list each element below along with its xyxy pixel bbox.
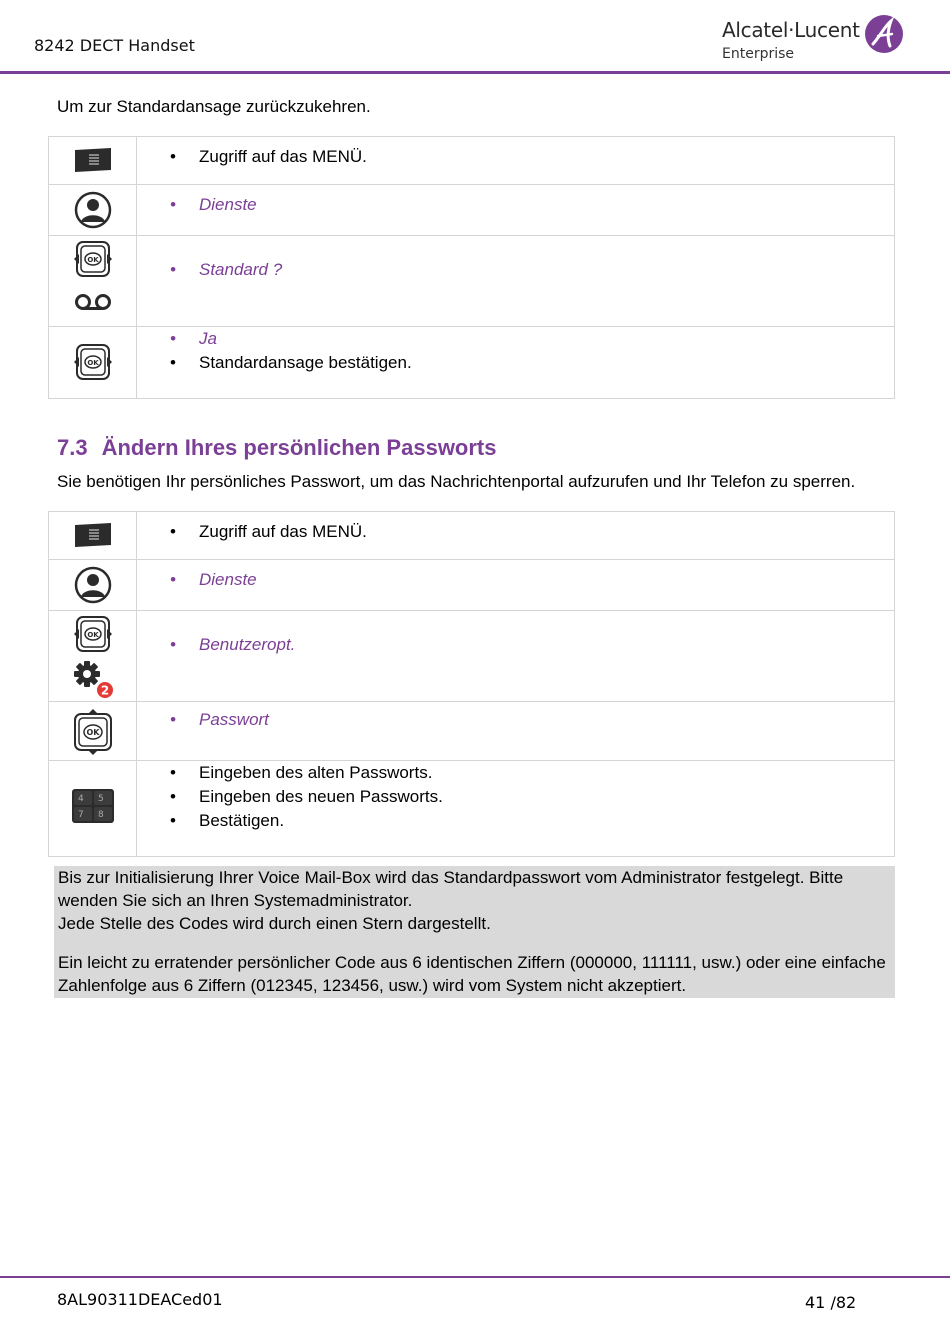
keypad-digit: 8 (97, 810, 104, 820)
ok-nav-left-right-icon (73, 343, 113, 381)
table-row (49, 702, 895, 761)
intro-paragraph: Um zur Standardansage zurückzukehren. (57, 97, 371, 116)
ok-nav-up-down-icon (72, 708, 114, 756)
gear-badge-count: 2 (100, 683, 109, 698)
table-row (49, 560, 895, 611)
document-id: 8AL90311DEACed01 (57, 1290, 223, 1309)
svg-text:OK: OK (86, 359, 99, 367)
menu-option-dienste: • Dienste (199, 193, 894, 217)
table-row (49, 512, 895, 560)
svg-text:OK: OK (86, 631, 99, 639)
table-row (49, 236, 895, 327)
section-heading (57, 435, 497, 461)
menu-option-standard: • Standard ? (199, 258, 894, 282)
table-row (49, 137, 895, 185)
note-line: Ein leicht zu erratender persönlicher Code aus 6 identischen Ziffern (000000, 111111, usw.) oder eine einfache Zahlenfolge aus 6 Ziffern (012345, 123456, usw.) wird vom System nicht akzeptiert. (58, 953, 886, 995)
steps-table-standard-greeting (48, 136, 895, 399)
menu-option-passwort: • Passwort (199, 708, 894, 732)
logo-emblem-icon (864, 14, 904, 54)
table-row (49, 185, 895, 236)
voicemail-icon (74, 292, 112, 312)
menu-key-icon (73, 147, 113, 173)
section-intro-paragraph: Sie benötigen Ihr persönliches Passwort, um das Nachrichtenportal aufzurufen und Ihr Telefon zu sperren. (57, 472, 856, 491)
footer-divider (0, 1276, 950, 1278)
step-text: • Zugriff auf das MENÜ. (199, 145, 894, 169)
menu-key-icon (73, 522, 113, 548)
menu-option-ja: • Ja (199, 327, 894, 351)
document-title: 8242 DECT Handset (34, 36, 195, 55)
step-text: • Standardansage bestätigen. (199, 351, 894, 375)
svg-text:OK: OK (86, 728, 99, 737)
alcatel-lucent-logo (720, 14, 910, 66)
table-row (49, 611, 895, 702)
user-icon (74, 191, 112, 229)
section-number: 7.3 (57, 435, 88, 460)
steps-table-change-password (48, 511, 895, 857)
keypad-digit: 4 (77, 794, 84, 804)
logo-subtitle: Enterprise (722, 46, 795, 62)
page-number: 41 /82 (805, 1293, 857, 1312)
step-text: • Zugriff auf das MENÜ. (199, 520, 894, 544)
ok-nav-left-right-icon (73, 615, 113, 653)
step-text: • Eingeben des neuen Passworts. (199, 785, 894, 809)
ok-nav-left-right-icon (73, 240, 113, 278)
note-line: Jede Stelle des Codes wird durch einen Stern dargestellt. (58, 914, 491, 933)
note-box (54, 866, 895, 998)
keypad-digit: 5 (97, 794, 104, 804)
user-icon (74, 566, 112, 604)
header-divider (0, 71, 950, 74)
table-row (49, 327, 895, 399)
note-line: Bis zur Initialisierung Ihrer Voice Mail-Box wird das Standardpasswort vom Administrator festgelegt. Bitte wenden Sie sich an Ihren Systemadministrator. (58, 868, 844, 910)
section-title: Ändern Ihres persönlichen Passworts (101, 435, 497, 460)
menu-option-dienste: • Dienste (199, 568, 894, 592)
table-row (49, 761, 895, 857)
step-text: • Bestätigen. (199, 809, 894, 833)
svg-text:OK: OK (86, 256, 99, 264)
keypad-icon (72, 789, 114, 823)
logo-wordmark: Alcatel·Lucent (722, 18, 860, 42)
keypad-digit: 7 (77, 810, 84, 820)
step-text: • Eingeben des alten Passworts. (199, 761, 894, 785)
gear-badge-icon (71, 659, 115, 699)
menu-option-benutzeropt: • Benutzeropt. (199, 633, 894, 657)
